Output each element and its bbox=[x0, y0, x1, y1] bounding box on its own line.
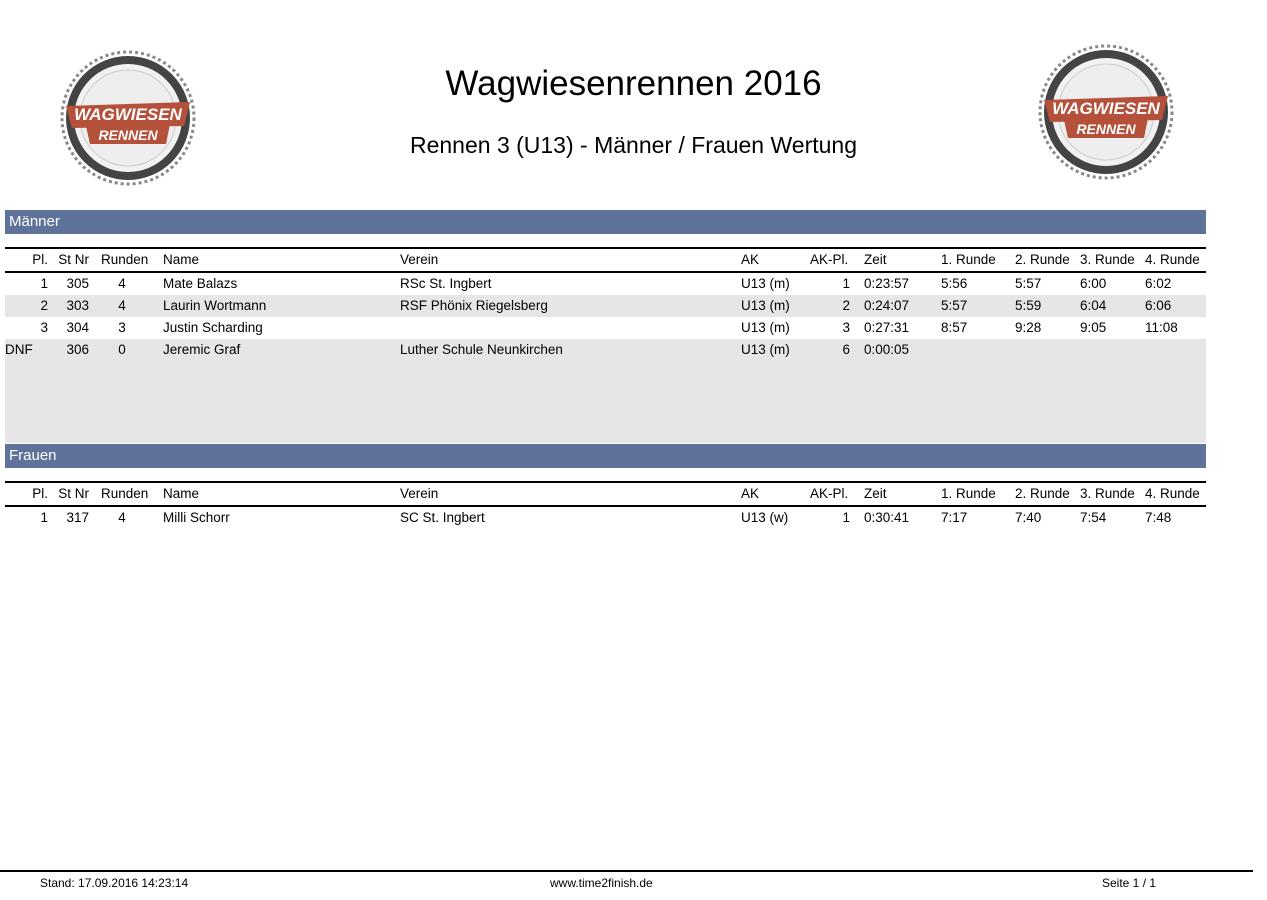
cell-runde1: 7:17 bbox=[941, 510, 968, 525]
cell-zeit: 0:27:31 bbox=[864, 320, 910, 335]
col-header-runde2: 2. Runde bbox=[1015, 252, 1070, 267]
footer-website: www.time2finish.de bbox=[550, 876, 653, 890]
cell-verein: Luther Schule Neunkirchen bbox=[400, 342, 563, 357]
col-header-verein: Verein bbox=[400, 252, 439, 267]
cell-akpl: 1 bbox=[842, 510, 850, 525]
page-title: Wagwiesenrennen 2016 bbox=[445, 64, 822, 103]
cell-akpl: 3 bbox=[842, 320, 850, 335]
cell-stnr: 317 bbox=[66, 510, 89, 525]
col-header-runde4: 4. Runde bbox=[1145, 486, 1200, 501]
cell-name: Justin Scharding bbox=[163, 320, 263, 335]
cell-pl: DNF bbox=[5, 342, 33, 357]
footer-stand: Stand: 17.09.2016 14:23:14 bbox=[40, 876, 189, 890]
cell-runde2: 5:57 bbox=[1015, 276, 1042, 291]
logo-text-rennen: RENNEN bbox=[98, 127, 158, 143]
col-header-name: Name bbox=[163, 486, 200, 501]
results-table-maenner bbox=[5, 247, 1206, 443]
footer-divider bbox=[0, 870, 1253, 872]
cell-runde2: 7:40 bbox=[1015, 510, 1042, 525]
logo-text-rennen: RENNEN bbox=[1076, 121, 1136, 137]
cell-runde3: 6:00 bbox=[1080, 276, 1107, 291]
cell-runde2: 9:28 bbox=[1015, 320, 1042, 335]
cell-akpl: 2 bbox=[842, 298, 850, 313]
table-row bbox=[5, 507, 1206, 529]
cell-stnr: 305 bbox=[66, 276, 89, 291]
cell-zeit: 0:30:41 bbox=[864, 510, 910, 525]
col-header-zeit: Zeit bbox=[864, 486, 887, 501]
cell-ak: U13 (m) bbox=[741, 342, 790, 357]
cell-runden: 0 bbox=[118, 342, 126, 357]
col-header-stnr: St Nr bbox=[58, 252, 89, 267]
cell-stnr: 304 bbox=[66, 320, 89, 335]
results-table-frauen bbox=[5, 481, 1206, 529]
col-header-runden: Runden bbox=[101, 486, 149, 501]
col-header-pl: Pl. bbox=[32, 486, 48, 501]
col-header-runden: Runden bbox=[101, 252, 149, 267]
col-header-runde4: 4. Runde bbox=[1145, 252, 1200, 267]
col-header-akpl: AK-Pl. bbox=[810, 486, 849, 501]
cell-runden: 4 bbox=[118, 276, 126, 291]
cell-zeit: 0:24:07 bbox=[864, 298, 910, 313]
table-row bbox=[5, 295, 1206, 317]
cell-akpl: 6 bbox=[842, 342, 850, 357]
col-header-verein: Verein bbox=[400, 486, 439, 501]
wagwiesen-logo-right bbox=[1036, 42, 1176, 182]
cell-runde4: 11:08 bbox=[1145, 320, 1178, 335]
col-header-stnr: St Nr bbox=[58, 486, 89, 501]
col-header-runde3: 3. Runde bbox=[1080, 486, 1135, 501]
cell-pl: 2 bbox=[40, 298, 48, 313]
cell-verein: SC St. Ingbert bbox=[400, 510, 485, 525]
cell-ak: U13 (w) bbox=[741, 510, 789, 525]
cell-runde3: 9:05 bbox=[1080, 320, 1107, 335]
cell-runde4: 7:48 bbox=[1145, 510, 1172, 525]
cell-runde1: 8:57 bbox=[941, 320, 968, 335]
cell-pl: 1 bbox=[40, 510, 48, 525]
cell-pl: 3 bbox=[40, 320, 48, 335]
cell-runden: 4 bbox=[118, 298, 126, 313]
table-row bbox=[5, 339, 1206, 361]
cell-runde1: 5:56 bbox=[941, 276, 968, 291]
cell-name: Milli Schorr bbox=[163, 510, 230, 525]
cell-runden: 4 bbox=[118, 510, 126, 525]
col-header-pl: Pl. bbox=[32, 252, 48, 267]
col-header-ak: AK bbox=[741, 486, 760, 501]
cell-ak: U13 (m) bbox=[741, 276, 790, 291]
cell-runde3: 7:54 bbox=[1080, 510, 1107, 525]
cell-verein: RSc St. Ingbert bbox=[400, 276, 492, 291]
col-header-runde1: 1. Runde bbox=[941, 486, 996, 501]
table-filler bbox=[5, 361, 1206, 443]
logo-text-wagwiesen: WAGWIESEN bbox=[74, 105, 182, 124]
col-header-zeit: Zeit bbox=[864, 252, 887, 267]
logo-text-wagwiesen: WAGWIESEN bbox=[1052, 99, 1160, 118]
cell-runde4: 6:06 bbox=[1145, 298, 1172, 313]
cell-name: Mate Balazs bbox=[163, 276, 238, 291]
col-header-runde3: 3. Runde bbox=[1080, 252, 1135, 267]
col-header-runde1: 1. Runde bbox=[941, 252, 996, 267]
cell-runde1: 5:57 bbox=[941, 298, 968, 313]
table-row bbox=[5, 317, 1206, 339]
cell-runde3: 6:04 bbox=[1080, 298, 1107, 313]
page-subtitle: Rennen 3 (U13) - Männer / Frauen Wertung bbox=[409, 132, 858, 158]
cell-runde2: 5:59 bbox=[1015, 298, 1042, 313]
cell-pl: 1 bbox=[40, 276, 48, 291]
col-header-name: Name bbox=[163, 252, 200, 267]
col-header-ak: AK bbox=[741, 252, 760, 267]
cell-zeit: 0:23:57 bbox=[864, 276, 910, 291]
cell-ak: U13 (m) bbox=[741, 320, 790, 335]
table-header bbox=[5, 481, 1206, 507]
cell-stnr: 303 bbox=[66, 298, 89, 313]
cell-name: Laurin Wortmann bbox=[163, 298, 267, 313]
section-bar-maenner: Männer bbox=[5, 210, 1206, 234]
cell-stnr: 306 bbox=[66, 342, 89, 357]
cell-verein: RSF Phönix Riegelsberg bbox=[400, 298, 548, 313]
cell-name: Jeremic Graf bbox=[163, 342, 241, 357]
table-header bbox=[5, 247, 1206, 273]
cell-runde4: 6:02 bbox=[1145, 276, 1172, 291]
section-bar-frauen: Frauen bbox=[5, 444, 1206, 468]
table-row bbox=[5, 273, 1206, 295]
cell-zeit: 0:00:05 bbox=[864, 342, 910, 357]
col-header-runde2: 2. Runde bbox=[1015, 486, 1070, 501]
col-header-akpl: AK-Pl. bbox=[810, 252, 849, 267]
cell-runden: 3 bbox=[118, 320, 126, 335]
cell-ak: U13 (m) bbox=[741, 298, 790, 313]
footer-page-number: Seite 1 / 1 bbox=[1102, 876, 1157, 890]
cell-akpl: 1 bbox=[842, 276, 850, 291]
